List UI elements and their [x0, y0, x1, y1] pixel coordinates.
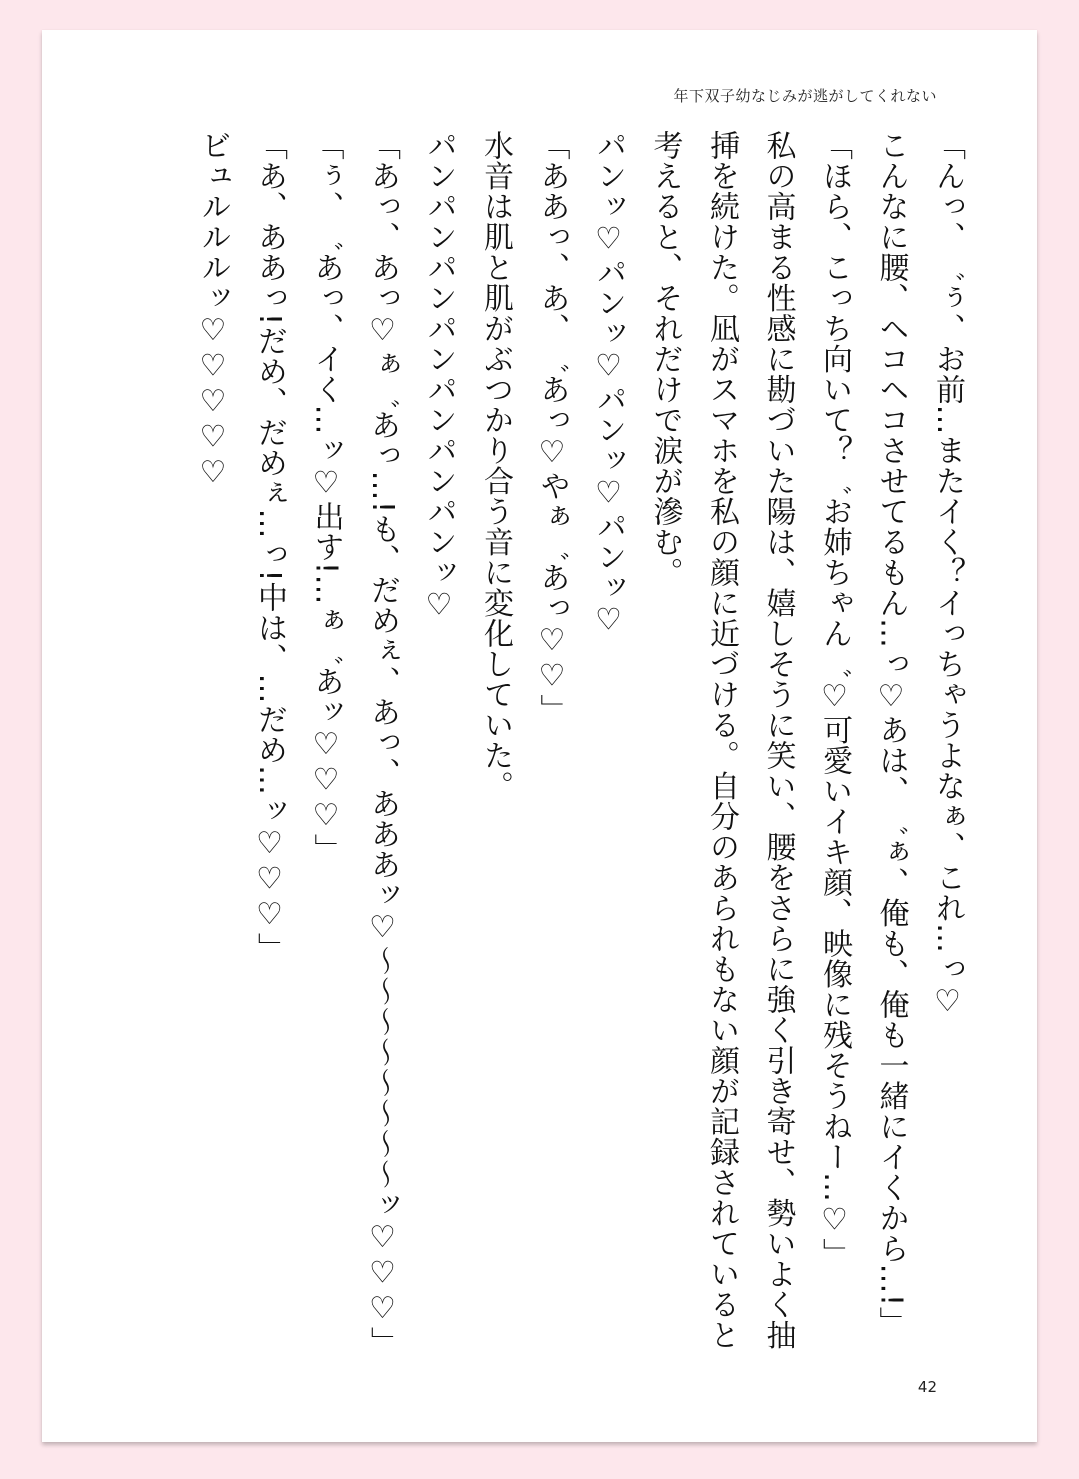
paragraph: 「ほら、こっち向いて？゛お姉ちゃん゛♡可愛いイキ顔、映像に残そうねー…♡」: [817, 130, 852, 1269]
paragraph: 「あっ、あっ♡ぁ゛あっ…!も、だめぇ、あっ、あああッ♡〜〜〜〜〜〜〜〜ッ♡♡♡」: [365, 130, 400, 1358]
page-number: 42: [917, 1378, 937, 1396]
paragraph: 「んっ、゛ぅ、お前…またイく？イっちゃうよなぁ、これ…っ♡: [930, 130, 965, 1020]
paragraph: 「ああっ、あ、゛あっ♡やぁ゛あっ♡♡」: [534, 130, 570, 725]
paragraph: 私の高まる性感に勘づいた陽は、嬉しそうに笑い、腰をさらに強く引き寄せ、勢いよく抽挿を続けた。凪がスマホを私の顔に近づける。自分のあられもない顔が記録されていると考えると、それだけで涙が滲む。: [647, 130, 796, 1350]
paragraph: 水音は肌と肌がぶつかり合う音に変化していた。: [478, 130, 513, 801]
paragraph: 「あ、ああっ!だめ、だめぇ…っ!中は、…だめ…ッ♡♡♡」: [252, 130, 287, 964]
body-text: [184, 130, 975, 1360]
paragraph: パンパンパンパンパンパンパンッ♡: [421, 130, 457, 623]
paragraph: パンッ♡パンッ♡パンッ♡パンッ♡: [591, 130, 626, 638]
document-page: [42, 30, 1037, 1442]
paragraph: こんなに腰、ヘコヘコさせてるもん…っ♡あは、゛ぁ、俺も、俺も一緒にイくから…!」: [873, 130, 909, 1338]
paragraph: 「ぅ、゛あっ、イく…ッ♡出す!…ぁ゛あッ♡♡♡」: [308, 130, 344, 865]
running-header: 年下双子幼なじみが逃がしてくれない: [673, 87, 937, 105]
paragraph: ビュルルルッ♡♡♡♡♡: [195, 130, 231, 491]
